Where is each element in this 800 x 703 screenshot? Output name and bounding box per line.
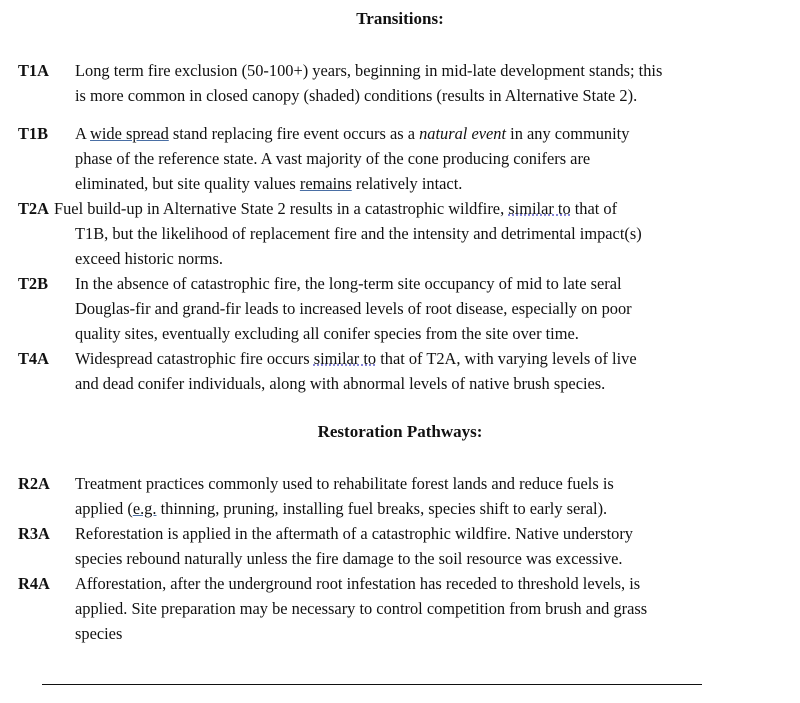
grammar-flag: similar to (508, 199, 571, 218)
grammar-flag: remains (299, 174, 352, 193)
entry-code: R2A (18, 474, 50, 493)
entry-line: Long term fire exclusion (50-100+) years, beginning in mid-late development stands; this (75, 61, 663, 80)
entry-line: A wide spread stand replacing fire event occurs as a natural event in any community (75, 124, 630, 143)
entry-code: T2A (18, 199, 49, 218)
entry-line: eliminated, but site quality values remains relatively intact. (75, 174, 463, 193)
entry-code: T4A (18, 349, 49, 368)
entry-line: and dead conifer individuals, along with abnormal levels of native brush species. (75, 374, 606, 393)
transition-t2a (18, 196, 798, 271)
entry-line: is more common in closed canopy (shaded) conditions (results in Alternative State 2). (75, 86, 638, 105)
grammar-flag: wide spread (90, 124, 169, 143)
transition-t1a (18, 58, 798, 108)
entry-line: applied (e.g. thinning, pruning, installing fuel breaks, species shift to early seral). (75, 499, 608, 518)
transitions-heading: Transitions: (356, 9, 444, 28)
entry-code: T2B (18, 274, 49, 293)
emphasis: natural event (419, 124, 507, 143)
entry-line: Fuel build-up in Alternative State 2 results in a catastrophic wildfire, similar to that of (54, 199, 618, 218)
entry-line: Douglas-fir and grand-fir leads to increased levels of root disease, especially on poor (75, 299, 632, 318)
restoration-r4a (18, 571, 798, 646)
entry-line: Afforestation, after the underground root infestation has receded to threshold levels, is (75, 574, 641, 593)
entry-code: R3A (18, 524, 50, 543)
footnote-separator-rule (42, 684, 702, 685)
entry-code: T1B (18, 124, 49, 143)
entry-line: phase of the reference state. A vast majority of the cone producing conifers are (75, 149, 591, 168)
entry-code: R4A (18, 574, 50, 593)
entry-line: Widespread catastrophic fire occurs similar to that of T2A, with varying levels of live (75, 349, 637, 368)
entry-line: quality sites, eventually excluding all conifer species from the site over time. (75, 324, 579, 343)
restoration-r3a (18, 521, 798, 571)
entry-line: exceed historic norms. (75, 249, 223, 268)
restoration-r2a (18, 471, 798, 521)
entry-line: Reforestation is applied in the aftermath of a catastrophic wildfire. Native understory (75, 524, 634, 543)
entry-line: Treatment practices commonly used to rehabilitate forest lands and reduce fuels is (75, 474, 614, 493)
entry-line: In the absence of catastrophic fire, the long-term site occupancy of mid to late seral (75, 274, 622, 293)
grammar-flag: e.g. (132, 499, 157, 518)
transition-t2b (18, 271, 798, 346)
entry-code: T1A (18, 61, 49, 80)
entry-line: T1B, but the likelihood of replacement fire and the intensity and detrimental impact(s) (75, 224, 642, 243)
entry-line: applied. Site preparation may be necessary to control competition from brush and grass (75, 599, 648, 618)
restoration-heading: Restoration Pathways: (317, 422, 483, 441)
entry-line: species (75, 624, 123, 643)
grammar-flag: similar to (313, 349, 377, 368)
transition-t1b (18, 121, 798, 196)
entry-line: species rebound naturally unless the fire damage to the soil resource was excessive. (75, 549, 623, 568)
transition-t4a (18, 346, 798, 396)
